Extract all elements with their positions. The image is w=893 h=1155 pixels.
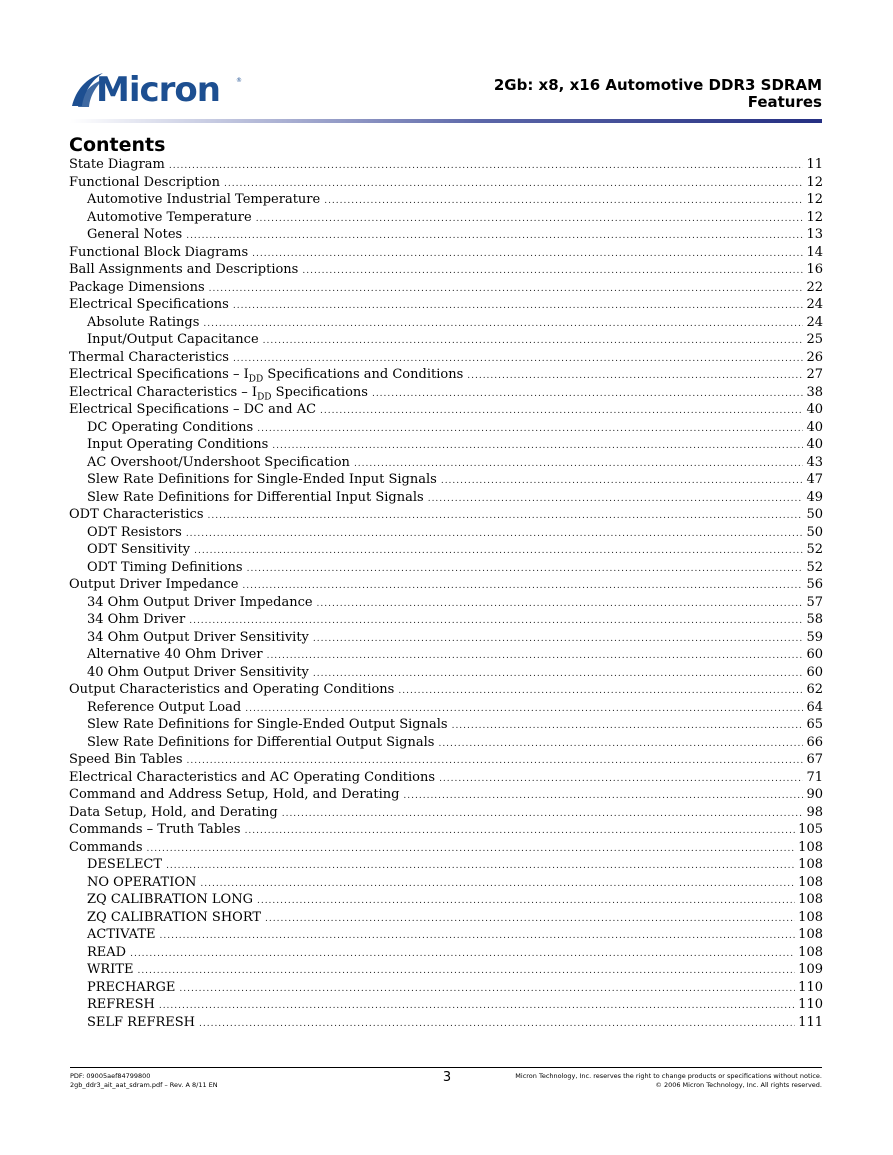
toc-entry-title: Slew Rate Definitions for Differential Output Signals	[87, 734, 435, 750]
toc-entry-title: Command and Address Setup, Hold, and Derating	[69, 787, 400, 802]
toc-dot-leader	[428, 491, 804, 509]
toc-entry-page: 27	[806, 367, 823, 382]
toc-entry[interactable]	[69, 401, 823, 419]
toc-dot-leader	[209, 281, 804, 299]
toc-entry[interactable]	[69, 314, 823, 332]
toc-dot-leader	[441, 473, 804, 491]
footer-copyright: © 2006 Micron Technology, Inc. All rights reserved.	[655, 1081, 822, 1089]
toc-entry-page: 110	[798, 979, 823, 995]
toc-entry[interactable]	[69, 961, 823, 979]
toc-dot-leader	[186, 228, 803, 246]
toc-entry[interactable]	[69, 839, 823, 857]
toc-dot-leader	[317, 596, 804, 614]
toc-dot-leader	[265, 911, 795, 929]
toc-dot-leader	[247, 561, 804, 579]
toc-entry-title: READ	[87, 944, 127, 960]
toc-entry[interactable]	[69, 156, 823, 174]
toc-dot-leader	[439, 771, 803, 789]
toc-dot-leader	[160, 928, 796, 946]
toc-entry-title: Output Driver Impedance	[69, 577, 239, 592]
toc-entry-page: 12	[806, 209, 823, 225]
toc-entry-title: 34 Ohm Output Driver Sensitivity	[87, 629, 309, 645]
toc-entry-title: ZQ CALIBRATION SHORT	[87, 909, 262, 925]
toc-dot-leader	[179, 981, 795, 999]
toc-entry[interactable]	[69, 874, 823, 892]
footer-disclaimer: Micron Technology, Inc. reserves the right to change products or specifications without notice.	[515, 1072, 822, 1080]
toc-dot-leader	[169, 158, 804, 176]
toc-entry-title: General Notes	[87, 227, 183, 242]
toc-entry-title: Slew Rate Definitions for Differential Input Signals	[87, 489, 424, 505]
toc-dot-leader	[199, 1016, 795, 1034]
toc-entry[interactable]	[69, 471, 823, 489]
registered-mark-icon: ®	[236, 77, 242, 84]
toc-dot-leader	[403, 788, 803, 806]
toc-entry-title: Reference Output Load	[87, 699, 242, 715]
toc-dot-leader	[242, 578, 803, 596]
footer-pdf-id: PDF: 09005aef84799800	[70, 1072, 151, 1080]
micron-logo-wordmark: Micron	[96, 70, 220, 110]
toc-entry-title: Data Setup, Hold, and Derating	[69, 804, 278, 820]
toc-entry[interactable]	[69, 226, 823, 244]
toc-entry-title: ZQ CALIBRATION LONG	[87, 892, 253, 907]
toc-entry-title: Thermal Characteristics	[69, 349, 229, 365]
toc-entry-title: Electrical Specifications – $I_{DD}$ Specifications and Conditions	[69, 367, 464, 385]
toc-entry-page: 52	[806, 559, 823, 575]
toc-entry-page: 47	[806, 472, 823, 487]
toc-entry-title: Electrical Specifications – DC and AC	[69, 402, 317, 417]
toc-entry[interactable]	[69, 594, 823, 612]
toc-dot-leader	[467, 368, 803, 386]
toc-entry-title: Automotive Industrial Temperature	[87, 192, 321, 207]
toc-entry-page: 65	[806, 717, 823, 732]
toc-entry-title: ACTIVATE	[87, 927, 156, 942]
toc-entry-title: Input/Output Capacitance	[87, 332, 259, 347]
toc-entry-page: 108	[798, 927, 823, 942]
toc-entry-title: REFRESH	[87, 997, 155, 1012]
toc-dot-leader	[257, 893, 795, 911]
toc-dot-leader	[302, 263, 803, 281]
page-number: 3	[442, 1070, 452, 1085]
document-section: Features	[747, 93, 822, 111]
toc-entry-page: 26	[806, 349, 823, 365]
toc-entry[interactable]	[69, 891, 823, 909]
toc-entry-page: 111	[798, 1014, 823, 1030]
contents-heading: Contents	[69, 134, 166, 156]
toc-entry-title: Absolute Ratings	[87, 314, 200, 330]
toc-entry-title: AC Overshoot/Undershoot Specification	[87, 454, 350, 470]
toc-entry-page: 13	[806, 227, 823, 242]
toc-entry-page: 108	[798, 839, 823, 855]
toc-entry[interactable]	[69, 261, 823, 279]
toc-entry[interactable]	[69, 926, 823, 944]
toc-dot-leader	[313, 631, 804, 649]
toc-entry[interactable]	[69, 454, 823, 472]
toc-dot-leader	[257, 421, 803, 439]
toc-entry-title: Slew Rate Definitions for Single-Ended Input Signals	[87, 472, 437, 487]
toc-dot-leader	[137, 963, 795, 981]
toc-entry[interactable]	[69, 646, 823, 664]
toc-entry[interactable]	[69, 419, 823, 437]
toc-entry[interactable]	[69, 1014, 823, 1032]
toc-entry-title: ODT Sensitivity	[87, 542, 191, 557]
toc-entry[interactable]	[69, 996, 823, 1014]
toc-entry-page: 60	[806, 664, 823, 680]
toc-dot-leader	[452, 718, 804, 736]
toc-entry-page: 14	[806, 244, 823, 260]
toc-entry[interactable]	[69, 856, 823, 874]
toc-entry[interactable]	[69, 331, 823, 349]
toc-entry[interactable]	[69, 786, 823, 804]
toc-dot-leader	[159, 998, 795, 1016]
toc-entry-page: 110	[798, 997, 823, 1012]
toc-entry-title: Input Operating Conditions	[87, 437, 269, 452]
toc-entry-page: 25	[806, 332, 823, 347]
toc-dot-leader	[200, 876, 795, 894]
toc-entry-title: Electrical Characteristics – $I_{DD}$ Specifications	[69, 384, 368, 403]
toc-entry-title: SELF REFRESH	[87, 1014, 195, 1030]
toc-entry-page: 90	[806, 787, 823, 802]
toc-entry-page: 57	[806, 594, 823, 610]
toc-entry-page: 59	[806, 629, 823, 645]
toc-entry[interactable]	[69, 174, 823, 192]
toc-entry[interactable]	[69, 944, 823, 962]
toc-dot-leader	[372, 386, 804, 404]
toc-dot-leader	[130, 946, 795, 964]
toc-entry[interactable]	[69, 804, 823, 822]
header-rule	[70, 119, 822, 123]
footer-document-info	[70, 1072, 218, 1090]
toc-entry-page: 24	[806, 297, 823, 312]
footer-filename: 2gb_ddr3_ait_aat_sdram.pdf – Rev. A 8/11 EN	[70, 1081, 218, 1089]
toc-dot-leader	[267, 648, 804, 666]
toc-dot-leader	[263, 333, 804, 351]
toc-entry[interactable]	[69, 209, 823, 227]
toc-entry[interactable]	[69, 699, 823, 717]
toc-entry-page: 66	[806, 734, 823, 750]
toc-dot-leader	[282, 806, 804, 824]
toc-dot-leader	[320, 403, 803, 421]
toc-entry-title: Ball Assignments and Descriptions	[69, 262, 299, 277]
toc-entry-title: 34 Ohm Driver	[87, 612, 186, 627]
toc-entry-page: 105	[798, 822, 823, 837]
toc-entry-page: 24	[806, 314, 823, 330]
toc-entry-title: DESELECT	[87, 857, 163, 872]
toc-entry-page: 12	[806, 174, 823, 190]
toc-entry-page: 52	[806, 542, 823, 557]
toc-entry[interactable]	[69, 629, 823, 647]
document-header	[494, 77, 822, 111]
toc-entry-page: 43	[806, 454, 823, 470]
toc-entry-page: 64	[806, 699, 823, 715]
toc-entry-page: 67	[806, 752, 823, 767]
toc-entry-title: ODT Characteristics	[69, 507, 204, 522]
toc-entry[interactable]	[69, 751, 823, 769]
toc-entry-page: 108	[798, 909, 823, 925]
toc-entry-page: 16	[806, 262, 823, 277]
toc-dot-leader	[147, 841, 796, 859]
toc-entry[interactable]	[69, 296, 823, 314]
toc-entry[interactable]	[69, 909, 823, 927]
toc-entry[interactable]	[69, 384, 823, 402]
toc-entry[interactable]	[69, 506, 823, 524]
toc-entry[interactable]	[69, 664, 823, 682]
toc-entry-title: WRITE	[87, 962, 134, 977]
toc-entry-page: 40	[806, 419, 823, 435]
toc-entry-title: Speed Bin Tables	[69, 752, 183, 767]
toc-entry[interactable]	[69, 716, 823, 734]
toc-entry-page: 58	[806, 612, 823, 627]
toc-entry-title: NO OPERATION	[87, 874, 197, 890]
toc-entry-title: Electrical Specifications	[69, 297, 229, 312]
toc-entry[interactable]	[69, 576, 823, 594]
toc-entry-title: Commands	[69, 839, 143, 855]
toc-entry-page: 22	[806, 279, 823, 295]
toc-entry-title: Package Dimensions	[69, 279, 205, 295]
toc-dot-leader	[166, 858, 795, 876]
toc-entry-title: Functional Block Diagrams	[69, 244, 249, 260]
toc-dot-leader	[233, 298, 804, 316]
footer-rule	[70, 1067, 822, 1068]
toc-entry-title: ODT Timing Definitions	[87, 559, 243, 575]
toc-entry-page: 98	[806, 804, 823, 820]
toc-entry[interactable]	[69, 821, 823, 839]
toc-entry-title: Commands – Truth Tables	[69, 822, 241, 837]
toc-entry-page: 108	[798, 874, 823, 890]
toc-entry-page: 60	[806, 647, 823, 662]
toc-entry-page: 11	[806, 157, 823, 172]
toc-entry-title: 40 Ohm Output Driver Sensitivity	[87, 664, 309, 680]
toc-entry-title: ODT Resistors	[87, 524, 182, 540]
toc-dot-leader	[256, 211, 804, 229]
toc-entry[interactable]	[69, 191, 823, 209]
toc-entry[interactable]	[69, 279, 823, 297]
toc-entry-title: PRECHARGE	[87, 979, 176, 995]
toc-entry-title: State Diagram	[69, 157, 165, 172]
toc-entry-page: 71	[806, 769, 823, 785]
toc-entry-page: 12	[806, 192, 823, 207]
toc-entry-page: 108	[798, 857, 823, 872]
toc-entry-page: 109	[798, 962, 823, 977]
toc-dot-leader	[324, 193, 803, 211]
toc-entry[interactable]	[69, 244, 823, 262]
toc-entry-title: 34 Ohm Output Driver Impedance	[87, 594, 313, 610]
document-title: 2Gb: x8, x16 Automotive DDR3 SDRAM	[493, 76, 822, 94]
toc-entry-page: 40	[806, 437, 823, 452]
toc-entry-title: DC Operating Conditions	[87, 419, 254, 435]
toc-entry-page: 56	[806, 577, 823, 592]
toc-entry-page: 50	[806, 524, 823, 540]
toc-entry-page: 49	[806, 489, 823, 505]
toc-entry-title: Output Characteristics and Operating Conditions	[69, 682, 395, 697]
toc-dot-leader	[203, 316, 803, 334]
toc-entry-page: 108	[798, 944, 823, 960]
toc-entry[interactable]	[69, 524, 823, 542]
toc-dot-leader	[208, 508, 804, 526]
toc-entry-title: Electrical Characteristics and AC Operating Conditions	[69, 769, 436, 785]
toc-dot-leader	[438, 736, 803, 754]
toc-entry-page: 50	[806, 507, 823, 522]
table-of-contents	[69, 156, 823, 1031]
toc-entry-page: 38	[806, 384, 823, 400]
toc-entry[interactable]	[69, 559, 823, 577]
toc-entry-page: 40	[806, 402, 823, 417]
toc-entry[interactable]	[69, 349, 823, 367]
toc-entry[interactable]	[69, 734, 823, 752]
toc-entry[interactable]	[69, 366, 823, 384]
toc-dot-leader	[194, 543, 803, 561]
toc-entry-title: Automotive Temperature	[87, 209, 252, 225]
toc-entry[interactable]	[69, 681, 823, 699]
toc-entry-page: 108	[798, 892, 823, 907]
toc-dot-leader	[245, 823, 796, 841]
toc-entry-page: 62	[806, 682, 823, 697]
toc-entry[interactable]	[69, 489, 823, 507]
toc-dot-leader	[252, 246, 803, 264]
toc-entry-title: Functional Description	[69, 174, 221, 190]
toc-entry-title: Alternative 40 Ohm Driver	[87, 647, 263, 662]
toc-dot-leader	[398, 683, 803, 701]
toc-entry[interactable]	[69, 541, 823, 559]
toc-entry[interactable]	[69, 436, 823, 454]
toc-entry[interactable]	[69, 611, 823, 629]
footer-legal	[515, 1072, 822, 1090]
toc-entry[interactable]	[69, 979, 823, 997]
toc-dot-leader	[272, 438, 803, 456]
toc-entry[interactable]	[69, 769, 823, 787]
micron-logo	[70, 68, 242, 112]
toc-entry-title: Slew Rate Definitions for Single-Ended Output Signals	[87, 717, 448, 732]
toc-dot-leader	[186, 526, 804, 544]
